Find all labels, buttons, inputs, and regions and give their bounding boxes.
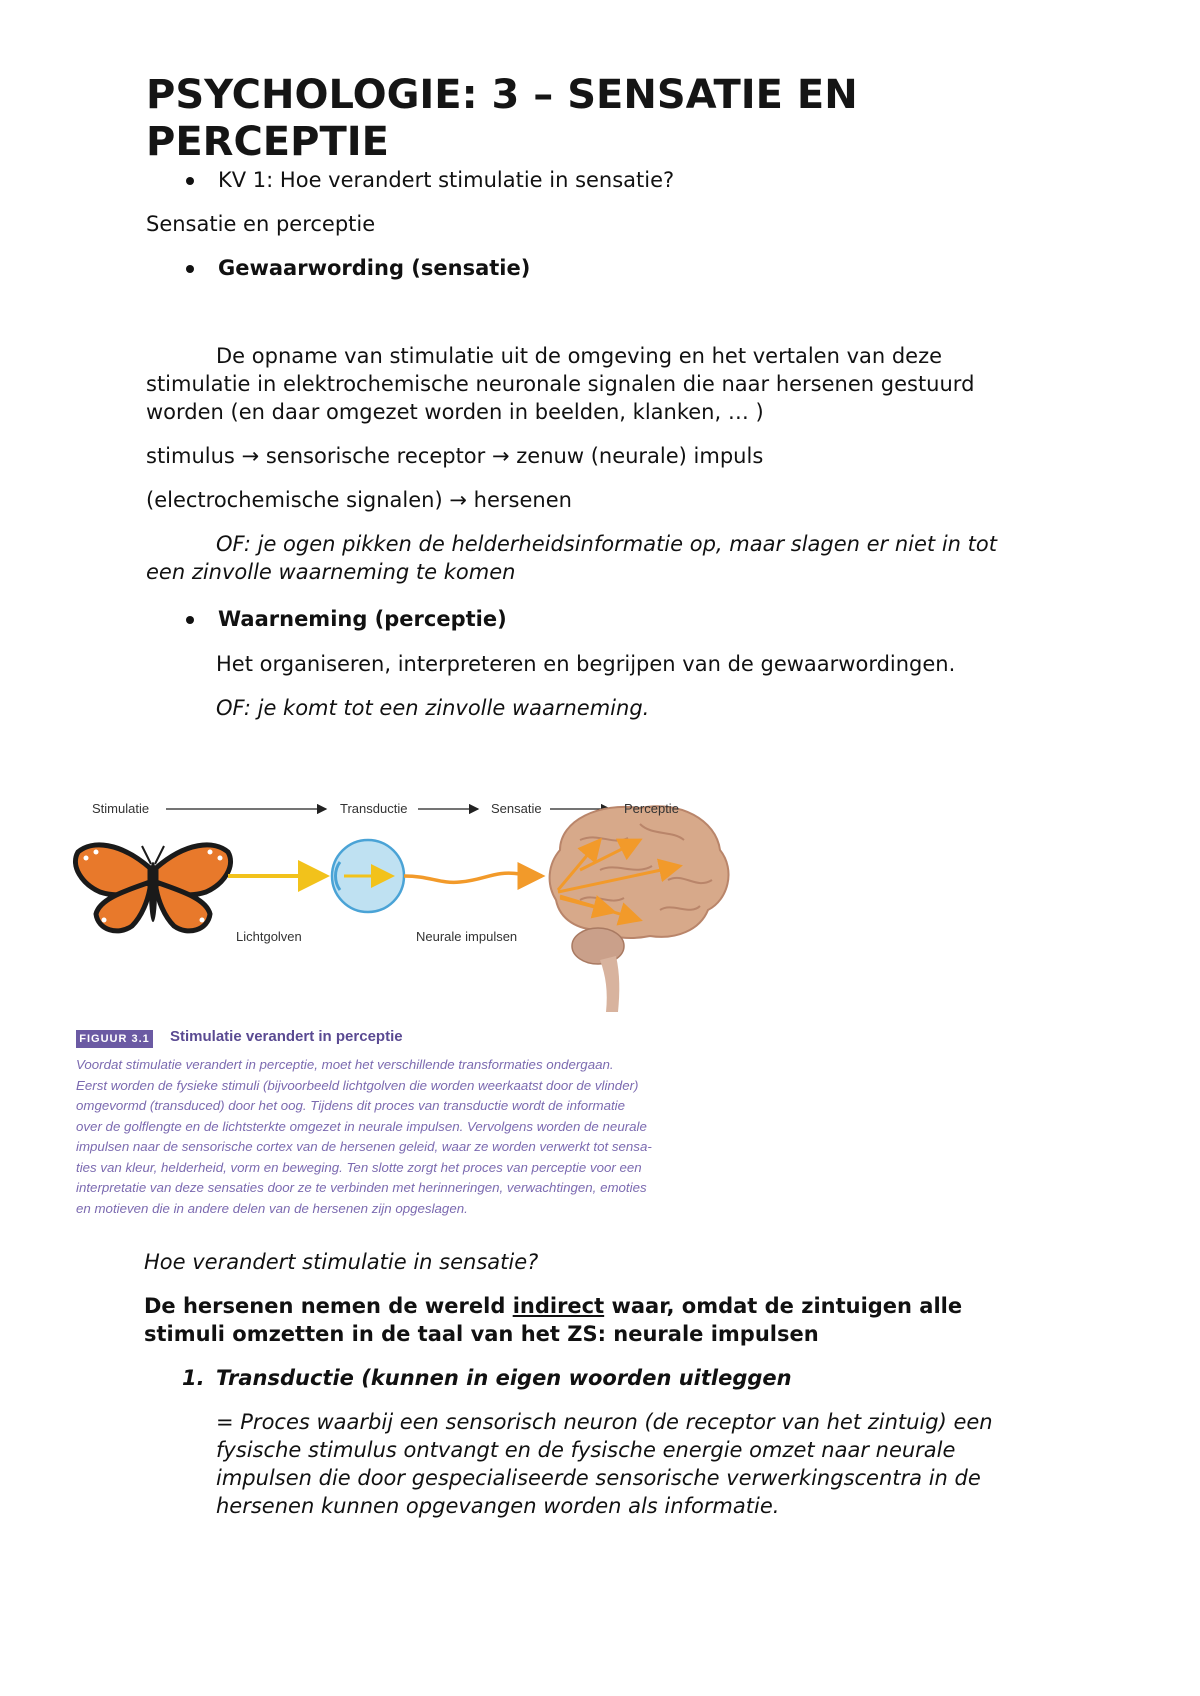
arrow-icon: →: [449, 488, 467, 512]
impulse-arrow: [404, 873, 542, 882]
butterfly-icon: [75, 845, 230, 931]
sensatie-definition-line: worden (en daar omgezet worden in beelden, klanken, … ): [146, 400, 764, 424]
impulse-text: zenuw (neurale) impuls: [516, 444, 764, 468]
stimulus-text: stimulus: [146, 444, 235, 468]
figure-caption-line: over de golflengte en de lichtsterkte omgezet in neurale impulsen. Vervolgens worden de neurale: [76, 1118, 647, 1134]
answer-line: stimuli omzetten in de taal van het ZS: neurale impulsen: [144, 1322, 819, 1346]
answer-part1: De hersenen nemen de wereld: [144, 1294, 513, 1318]
kv-question: KV 1: Hoe verandert stimulatie in sensatie?: [218, 168, 675, 192]
figure-step: Transductie: [340, 801, 408, 816]
figure-step: Perceptie: [624, 801, 679, 816]
figure-title: Stimulatie verandert in perceptie: [170, 1028, 403, 1045]
transductie-line: = Proces waarbij een sensorisch neuron (de receptor van het zintuig) een: [216, 1410, 993, 1434]
perceptie-heading: Waarneming (perceptie): [218, 607, 507, 631]
figure-caption-line: ties van kleur, helderheid, vorm en beweging. Ten slotte zorgt het proces van perceptie voor een: [76, 1159, 642, 1175]
transductie-line: impulsen die door gespecialiseerde sensorische verwerkingscentra in de: [216, 1466, 981, 1490]
transductie-line: hersenen kunnen opgevangen worden als informatie.: [216, 1494, 780, 1518]
receptor-text: sensorische receptor: [265, 444, 486, 468]
bullet: [186, 616, 194, 624]
sensatie-of-line: OF: je ogen pikken de helderheidsinformatie op, maar slagen er niet in tot: [216, 532, 997, 556]
sensatie-definition-line: De opname van stimulatie uit de omgeving en het vertalen van deze: [216, 344, 943, 368]
figure-label-impulses: Neurale impulsen: [416, 929, 518, 944]
perceptie-of-line: OF: je komt tot een zinvolle waarneming.: [216, 696, 650, 720]
figure-caption: [76, 1055, 726, 1219]
bullet: [186, 265, 194, 273]
brain-icon: [550, 806, 729, 1012]
figure-caption-line: interpretatie van deze sensaties door ze te verbinden met herinneringen, verwachtingen, emoties: [76, 1180, 647, 1195]
figure-label-light: Lichtgolven: [236, 929, 302, 944]
transductie-line: fysische stimulus ontvangt en de fysische energie omzet naar neurale: [216, 1438, 956, 1462]
answer-part2: waar, omdat de zintuigen alle: [604, 1294, 963, 1318]
figure-caption-line: Eerst worden de fysieke stimuli (bijvoorbeeld lichtgolven die worden weerkaatst door de vlinder): [76, 1077, 639, 1093]
figure-caption-line: en motieven die in andere delen van de hersenen zijn opgeslagen.: [76, 1200, 468, 1216]
answer-underlined: indirect: [512, 1294, 605, 1318]
bullet: [186, 177, 194, 185]
figure-caption-line: Voordat stimulatie verandert in perceptie, moet het verschillende transformaties ondergaan.: [76, 1057, 614, 1072]
page-title: PSYCHOLOGIE: 3 – SENSATIE EN PERCEPTIE: [146, 72, 858, 165]
eye-icon: [332, 840, 404, 912]
figure-caption-line: impulsen naar de sensorische cortex van de hersenen geleid, waar ze worden verwerkt tot sensa-: [76, 1139, 652, 1154]
brain-text: hersenen: [473, 488, 572, 512]
sensatie-of-line: een zinvolle waarneming te komen: [146, 560, 516, 584]
figure-illustration: [0, 780, 760, 1020]
list-heading: Transductie (kunnen in eigen woorden uitleggen: [216, 1366, 792, 1390]
chain-line: [146, 442, 763, 470]
perceptie-definition: Het organiseren, interpreteren en begrijpen van de gewaarwordingen.: [216, 652, 956, 676]
figure-step: Stimulatie: [92, 801, 150, 816]
arrow-icon: →: [241, 444, 260, 468]
signals-text: (electrochemische signalen): [146, 488, 443, 512]
answer-line: [144, 1292, 962, 1320]
figure-caption-line: omgevormd (transduced) door het oog. Tijdens dit proces van transductie wordt de informatie: [76, 1098, 626, 1113]
question: Hoe verandert stimulatie in sensatie?: [144, 1250, 539, 1274]
sensatie-heading: Gewaarwording (sensatie): [218, 256, 531, 280]
chain-line: [146, 486, 572, 514]
list-number: 1.: [182, 1366, 205, 1390]
section-heading: Sensatie en perceptie: [146, 212, 376, 236]
sensatie-definition-line: stimulatie in elektrochemische neuronale signalen die naar hersenen gestuurd: [146, 372, 975, 396]
figure-badge: FIGUUR 3.1: [76, 1030, 153, 1048]
arrow-icon: →: [491, 444, 510, 468]
figure-step: Sensatie: [491, 801, 542, 816]
